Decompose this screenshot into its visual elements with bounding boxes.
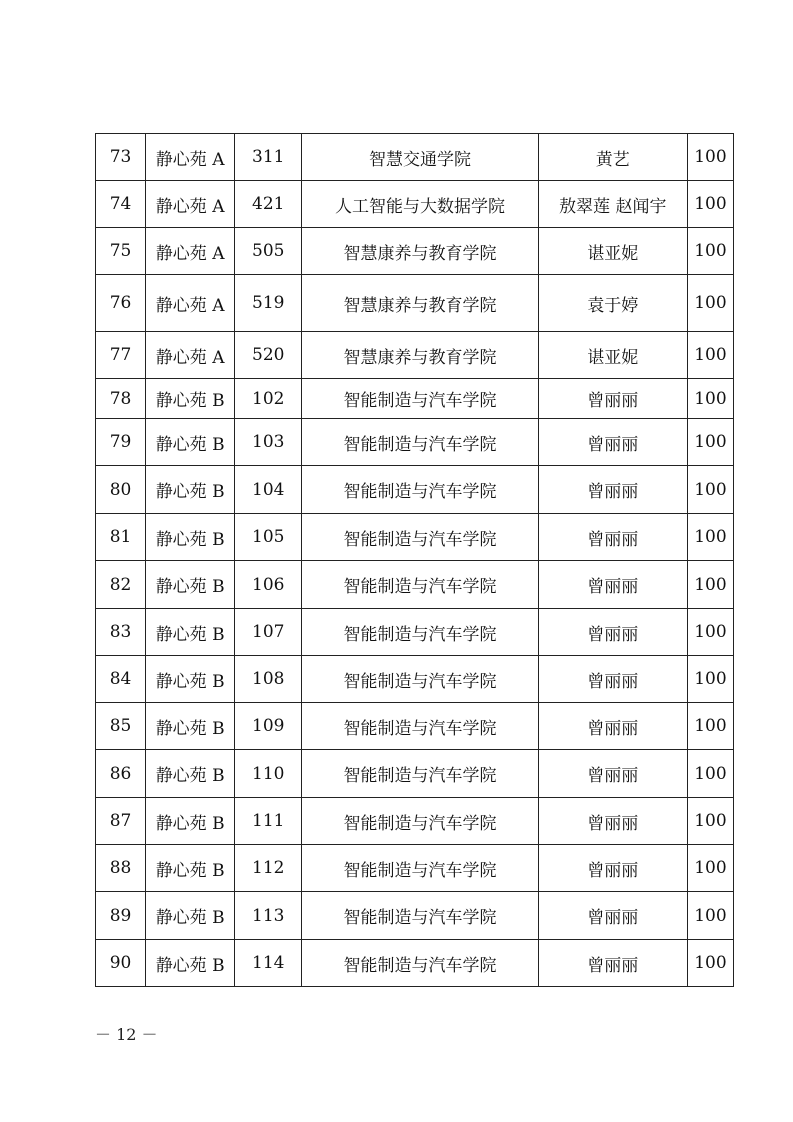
room-cell: 421	[235, 181, 302, 228]
row-number: 74	[96, 181, 146, 228]
score-cell: 100	[687, 561, 733, 609]
college-cell: 智能制造与汽车学院	[302, 609, 538, 656]
college-cell: 智能制造与汽车学院	[302, 656, 538, 703]
table-row	[96, 892, 734, 940]
table-row	[96, 181, 734, 228]
room-cell: 111	[235, 798, 302, 845]
person-cell: 谌亚妮	[538, 228, 687, 275]
row-number: 89	[96, 892, 146, 940]
college-cell: 智能制造与汽车学院	[302, 466, 538, 514]
person-cell: 曾丽丽	[538, 419, 687, 466]
college-cell: 智能制造与汽车学院	[302, 514, 538, 561]
score-cell: 100	[687, 940, 733, 987]
person-cell: 曾丽丽	[538, 561, 687, 609]
college-cell: 智慧康养与教育学院	[302, 332, 538, 379]
room-cell: 112	[235, 845, 302, 892]
table-row	[96, 609, 734, 656]
college-cell: 智慧康养与教育学院	[302, 228, 538, 275]
college-cell: 智能制造与汽车学院	[302, 703, 538, 750]
row-number: 84	[96, 656, 146, 703]
table-row	[96, 656, 734, 703]
room-cell: 113	[235, 892, 302, 940]
row-number: 81	[96, 514, 146, 561]
room-cell: 520	[235, 332, 302, 379]
room-cell: 311	[235, 134, 302, 181]
score-cell: 100	[687, 332, 733, 379]
row-number: 88	[96, 845, 146, 892]
room-cell: 110	[235, 750, 302, 798]
row-number: 82	[96, 561, 146, 609]
table-row	[96, 134, 734, 181]
row-number: 87	[96, 798, 146, 845]
room-cell: 108	[235, 656, 302, 703]
building-cell: 静心苑 A	[146, 275, 235, 332]
row-number: 83	[96, 609, 146, 656]
college-cell: 智慧交通学院	[302, 134, 538, 181]
score-cell: 100	[687, 275, 733, 332]
score-cell: 100	[687, 466, 733, 514]
row-number: 77	[96, 332, 146, 379]
table-row	[96, 228, 734, 275]
table-row	[96, 703, 734, 750]
person-cell: 曾丽丽	[538, 892, 687, 940]
row-number: 78	[96, 379, 146, 419]
college-cell: 人工智能与大数据学院	[302, 181, 538, 228]
table-row	[96, 845, 734, 892]
building-cell: 静心苑 B	[146, 845, 235, 892]
building-cell: 静心苑 B	[146, 892, 235, 940]
room-cell: 114	[235, 940, 302, 987]
table-row	[96, 514, 734, 561]
dormitory-score-table-container	[95, 133, 734, 987]
score-cell: 100	[687, 419, 733, 466]
person-cell: 谌亚妮	[538, 332, 687, 379]
person-cell: 黄艺	[538, 134, 687, 181]
building-cell: 静心苑 A	[146, 332, 235, 379]
table-row	[96, 750, 734, 798]
room-cell: 107	[235, 609, 302, 656]
dormitory-score-table	[95, 133, 734, 987]
person-cell: 曾丽丽	[538, 656, 687, 703]
building-cell: 静心苑 B	[146, 609, 235, 656]
person-cell: 曾丽丽	[538, 703, 687, 750]
person-cell: 曾丽丽	[538, 940, 687, 987]
table-row	[96, 466, 734, 514]
person-cell: 曾丽丽	[538, 798, 687, 845]
college-cell: 智慧康养与教育学院	[302, 275, 538, 332]
college-cell: 智能制造与汽车学院	[302, 561, 538, 609]
score-cell: 100	[687, 379, 733, 419]
college-cell: 智能制造与汽车学院	[302, 845, 538, 892]
person-cell: 曾丽丽	[538, 609, 687, 656]
building-cell: 静心苑 B	[146, 466, 235, 514]
row-number: 73	[96, 134, 146, 181]
score-cell: 100	[687, 181, 733, 228]
building-cell: 静心苑 B	[146, 656, 235, 703]
building-cell: 静心苑 B	[146, 940, 235, 987]
building-cell: 静心苑 B	[146, 750, 235, 798]
table-row	[96, 940, 734, 987]
person-cell: 曾丽丽	[538, 514, 687, 561]
college-cell: 智能制造与汽车学院	[302, 419, 538, 466]
page-number: － 12 －	[95, 1025, 158, 1044]
building-cell: 静心苑 B	[146, 419, 235, 466]
table-row	[96, 275, 734, 332]
college-cell: 智能制造与汽车学院	[302, 798, 538, 845]
table-row	[96, 561, 734, 609]
row-number: 76	[96, 275, 146, 332]
score-cell: 100	[687, 798, 733, 845]
table-row	[96, 379, 734, 419]
row-number: 85	[96, 703, 146, 750]
table-row	[96, 332, 734, 379]
room-cell: 103	[235, 419, 302, 466]
row-number: 86	[96, 750, 146, 798]
score-cell: 100	[687, 750, 733, 798]
table-row	[96, 798, 734, 845]
person-cell: 曾丽丽	[538, 379, 687, 419]
row-number: 79	[96, 419, 146, 466]
person-cell: 敖翠莲 赵闻宇	[538, 181, 687, 228]
college-cell: 智能制造与汽车学院	[302, 940, 538, 987]
score-cell: 100	[687, 609, 733, 656]
person-cell: 曾丽丽	[538, 750, 687, 798]
score-cell: 100	[687, 514, 733, 561]
building-cell: 静心苑 A	[146, 228, 235, 275]
score-cell: 100	[687, 134, 733, 181]
building-cell: 静心苑 B	[146, 379, 235, 419]
row-number: 80	[96, 466, 146, 514]
room-cell: 505	[235, 228, 302, 275]
score-cell: 100	[687, 703, 733, 750]
building-cell: 静心苑 A	[146, 134, 235, 181]
room-cell: 104	[235, 466, 302, 514]
row-number: 90	[96, 940, 146, 987]
college-cell: 智能制造与汽车学院	[302, 892, 538, 940]
room-cell: 106	[235, 561, 302, 609]
building-cell: 静心苑 B	[146, 514, 235, 561]
building-cell: 静心苑 A	[146, 181, 235, 228]
person-cell: 曾丽丽	[538, 466, 687, 514]
score-cell: 100	[687, 845, 733, 892]
college-cell: 智能制造与汽车学院	[302, 750, 538, 798]
table-row	[96, 419, 734, 466]
room-cell: 105	[235, 514, 302, 561]
room-cell: 109	[235, 703, 302, 750]
building-cell: 静心苑 B	[146, 798, 235, 845]
row-number: 75	[96, 228, 146, 275]
person-cell: 袁于婷	[538, 275, 687, 332]
person-cell: 曾丽丽	[538, 845, 687, 892]
table-body	[96, 134, 734, 987]
college-cell: 智能制造与汽车学院	[302, 379, 538, 419]
room-cell: 519	[235, 275, 302, 332]
building-cell: 静心苑 B	[146, 703, 235, 750]
building-cell: 静心苑 B	[146, 561, 235, 609]
score-cell: 100	[687, 892, 733, 940]
score-cell: 100	[687, 656, 733, 703]
score-cell: 100	[687, 228, 733, 275]
room-cell: 102	[235, 379, 302, 419]
